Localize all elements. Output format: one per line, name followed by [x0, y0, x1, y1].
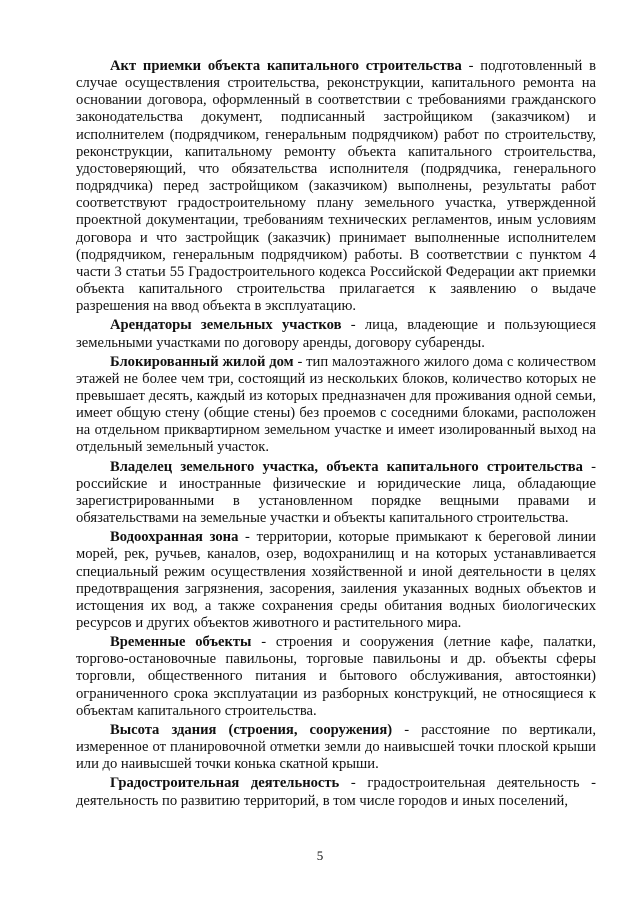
definition-term: Градостроительная деятельность: [110, 775, 340, 792]
definition-paragraph: [76, 58, 596, 315]
definition-term: Арендаторы земельных участков: [110, 317, 342, 334]
definition-text: - тип малоэтажного жилого дома с количеством этажей не более чем три, состоящий из нескольких блоков, количество которых не превышает десять, каждый из которых предназначен для проживания одной семьи, имеет общую стену (общие стены) без проемов с соседними блоками, расположен на отдельном приквартирном земельном участке и имеет изолированный выход на отдельный земельный участок.: [76, 353, 596, 456]
definition-paragraph: [76, 354, 596, 457]
definition-paragraph: [76, 775, 596, 809]
definition-term: Акт приемки объекта капитального строительства: [110, 58, 462, 74]
definition-term: Блокированный жилой дом: [110, 353, 294, 370]
definition-paragraph: [76, 634, 596, 720]
definition-text: - территории, которые примыкают к береговой линии морей, рек, ручьев, каналов, озер, водохранилищ и на которых устанавливается специальный режим осуществления хозяйственной и иной деятельности в целях предотвращения загрязнения, засорения, заиления указанных водных объектов и истощения их вод, а также сохранения среды обитания водных биологических ресурсов и других объектов животного и растительного мира.: [76, 529, 596, 631]
definition-term: Владелец земельного участка, объекта капитального строительства: [110, 458, 583, 475]
definition-paragraph: [76, 459, 596, 528]
definition-text: - строения и сооружения (летние кафе, палатки, торгово-остановочные павильоны, торговые павильоны и др. объекты сферы торговли, общественного питания и бытового обслуживания, автостоянки) ограниченного срока эксплуатации из разборных конструкций, не относящиеся к объектам капитального строительства.: [76, 634, 596, 719]
definition-text: - расстояние по вертикали, измеренное от планировочной отметки земли до наивысшей точки плоской крыши или до наивысшей точки конька скатной крыши.: [76, 721, 596, 773]
definition-text: - российские и иностранные физические и юридические лица, обладающие зарегистрированными в установленном порядке вещными правами и обязательствами на земельные участки и объекты капитального строительства.: [76, 458, 596, 527]
definition-term: Водоохранная зона: [110, 529, 239, 546]
document-body: [76, 58, 596, 812]
definition-paragraph: [76, 529, 596, 632]
page-number: 5: [316, 848, 324, 863]
definition-paragraph: [76, 317, 596, 351]
definition-term: Временные объекты: [110, 634, 252, 651]
definition-paragraph: [76, 722, 596, 773]
definition-text: - подготовленный в случае осуществления строительства, реконструкции, капитального ремонта на основании договора, оформленный в соответствии с требованиями гражданского законодательства документ, подписанный застройщиком (заказчиком) и исполнителем (подрядчиком, генеральным подрядчиком) работ по строительству, реконструкции, капитальному ремонту объекта капитального строительства, удостоверяющий, что обязательства исполнителя (подрядчика, генерального подрядчика) перед застройщиком (заказчиком) выполнены, результаты работ соответствуют градостроительному плану земельного участка, утвержденной проектной документации, требованиям технических регламентов, иным условиям договора и что застройщик (заказчик) принимает выполненные исполнителем (подрядчиком, генеральным подрядчиком) работы. В соответствии с пунктом 4 части 3 статьи 55 Градостроительного кодекса Российской Федерации акт приемки объекта капитального строительства прилагается к заявлению о выдаче разрешения на ввод объекта в эксплуатацию.: [76, 58, 596, 315]
definition-term: Высота здания (строения, сооружения): [110, 721, 393, 738]
definition-text: - градостроительная деятельность - деятельность по развитию территорий, в том числе городов и иных поселений,: [76, 775, 597, 809]
definition-text: - лица, владеющие и пользующиеся земельными участками по договору аренды, договору субаренды.: [76, 317, 596, 351]
